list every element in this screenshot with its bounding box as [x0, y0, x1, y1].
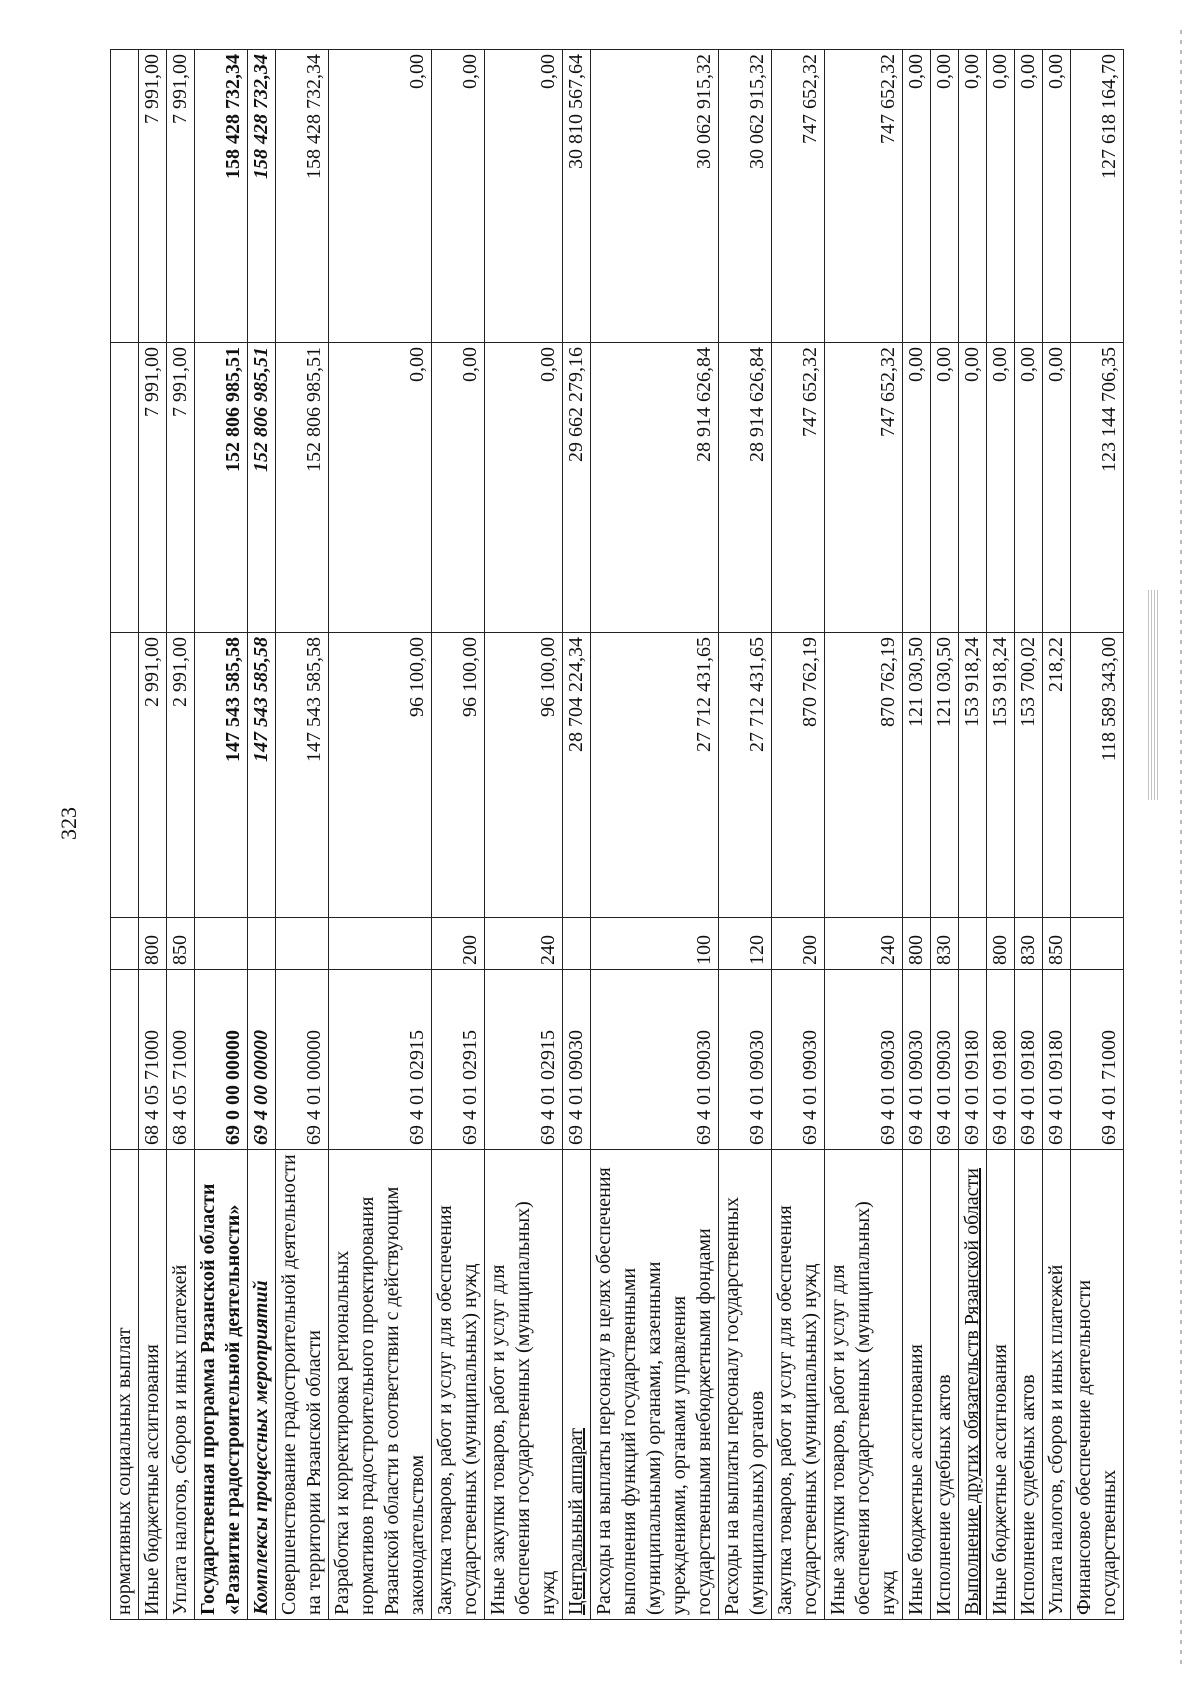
- row-amount-year2-text: 7 991,00: [141, 347, 163, 417]
- row-code-text: 69 4 01 09180: [961, 1030, 983, 1145]
- row-amount-year3-cell: [1071, 50, 1124, 343]
- row-name-cell: [772, 1150, 825, 1620]
- row-name-text: Иные бюджетные ассигнования: [905, 1344, 927, 1615]
- row-expense-type-text: 850: [169, 935, 191, 965]
- row-amount-year3-cell: [591, 50, 719, 343]
- row-name-cell: [248, 1150, 276, 1620]
- row-code-text: 69 4 01 09030: [905, 1030, 927, 1145]
- row-name-cell: [111, 1150, 139, 1620]
- table-row: [772, 50, 825, 1620]
- row-code-text: 69 4 01 09180: [1045, 1030, 1067, 1145]
- row-name-cell: [276, 1150, 329, 1620]
- budget-table-body: [111, 50, 1124, 1620]
- row-amount-year1-text: 121 030,50: [905, 637, 927, 727]
- row-amount-year2-text: 0,00: [905, 347, 927, 382]
- row-name-text: Иные бюджетные ассигнования: [141, 1344, 163, 1615]
- row-amount-year2-text: 0,00: [459, 347, 481, 382]
- row-amount-year3-text: 0,00: [1017, 54, 1039, 89]
- row-code-cell: [591, 970, 719, 1150]
- rotated-page-content: [110, 50, 1120, 1620]
- row-expense-type-cell: [987, 918, 1015, 970]
- row-expense-type-cell: [959, 918, 987, 970]
- row-amount-year2-cell: [903, 343, 931, 633]
- row-expense-type-text: 800: [141, 935, 163, 965]
- row-amount-year3-text: 0,00: [1045, 54, 1067, 89]
- row-name-text: Совершенствование градостроительной деятельности на территории Рязанской области: [278, 1154, 325, 1615]
- row-expense-type-cell: [772, 918, 825, 970]
- row-expense-type-cell: [1043, 918, 1071, 970]
- row-amount-year1-cell: [248, 633, 276, 918]
- row-code-text: 69 4 01 00000: [303, 1030, 325, 1145]
- row-name-text: Расходы на выплаты персоналу государственных (муниципальных) органов: [721, 1196, 768, 1615]
- table-row: [111, 50, 139, 1620]
- row-expense-type-cell: [139, 918, 167, 970]
- row-expense-type-cell: [1071, 918, 1124, 970]
- row-amount-year3-text: 7 991,00: [141, 54, 163, 124]
- row-code-text: 69 4 01 02915: [537, 1030, 559, 1145]
- row-name-cell: [563, 1150, 591, 1620]
- row-amount-year3-text: 0,00: [961, 54, 983, 89]
- row-expense-type-cell: [111, 918, 139, 970]
- row-code-text: 69 4 01 09030: [933, 1030, 955, 1145]
- row-amount-year3-cell: [195, 50, 248, 343]
- row-expense-type-cell: [591, 918, 719, 970]
- row-amount-year3-cell: [1043, 50, 1071, 343]
- row-amount-year2-cell: [987, 343, 1015, 633]
- row-amount-year1-cell: [111, 633, 139, 918]
- row-amount-year1-cell: [931, 633, 959, 918]
- row-name-cell: [1043, 1150, 1071, 1620]
- row-expense-type-text: 100: [693, 935, 715, 965]
- row-amount-year2-text: 123 144 706,35: [1098, 347, 1120, 472]
- row-amount-year3-text: 158 428 732,34: [250, 54, 272, 179]
- row-amount-year3-text: 0,00: [459, 54, 481, 89]
- row-amount-year3-cell: [903, 50, 931, 343]
- row-name-text: Государственная программа Рязанской области «Развитие градостроительной деятельности»: [197, 1183, 244, 1615]
- row-amount-year1-text: 870 762,19: [877, 637, 899, 727]
- row-amount-year1-cell: [195, 633, 248, 918]
- row-name-cell: [1071, 1150, 1124, 1620]
- row-code-cell: [825, 970, 903, 1150]
- table-row: [903, 50, 931, 1620]
- row-amount-year1-text: 218,22: [1045, 637, 1067, 692]
- row-amount-year1-text: 870 762,19: [799, 637, 821, 727]
- row-amount-year3-cell: [432, 50, 485, 343]
- table-row: [248, 50, 276, 1620]
- row-name-text: Уплата налогов, сборов и иных платежей: [169, 1264, 191, 1615]
- row-code-text: 68 4 05 71000: [169, 1030, 191, 1145]
- row-name-text: нормативных социальных выплат: [113, 1327, 135, 1615]
- row-amount-year3-text: 30 062 915,32: [693, 54, 715, 169]
- row-code-text: 69 4 01 02915: [459, 1030, 481, 1145]
- row-expense-type-cell: [903, 918, 931, 970]
- budget-table: [110, 49, 1124, 1620]
- row-expense-type-text: 240: [877, 935, 899, 965]
- row-amount-year1-text: 96 100,00: [537, 637, 559, 717]
- row-code-cell: [432, 970, 485, 1150]
- row-amount-year2-cell: [139, 343, 167, 633]
- row-amount-year3-cell: [825, 50, 903, 343]
- row-amount-year3-cell: [485, 50, 563, 343]
- row-name-text: Исполнение судебных актов: [933, 1374, 955, 1615]
- row-expense-type-cell: [329, 918, 432, 970]
- row-amount-year2-cell: [485, 343, 563, 633]
- row-code-text: 69 4 01 09030: [799, 1030, 821, 1145]
- table-row: [987, 50, 1015, 1620]
- row-amount-year2-text: 0,00: [406, 347, 428, 382]
- row-amount-year2-text: 28 914 626,84: [693, 347, 715, 462]
- row-amount-year1-cell: [1071, 633, 1124, 918]
- row-amount-year1-cell: [1015, 633, 1043, 918]
- row-expense-type-cell: [931, 918, 959, 970]
- row-name-cell: [959, 1150, 987, 1620]
- row-amount-year2-cell: [276, 343, 329, 633]
- row-expense-type-cell: [825, 918, 903, 970]
- row-amount-year1-text: 147 543 585,58: [222, 637, 244, 762]
- row-name-text: Комплексы процессных мероприятий: [250, 1280, 272, 1615]
- row-amount-year2-text: 152 806 985,51: [222, 347, 244, 472]
- row-amount-year1-text: 27 712 431,65: [693, 637, 715, 752]
- row-code-cell: [1015, 970, 1043, 1150]
- row-name-cell: [485, 1150, 563, 1620]
- row-code-cell: [195, 970, 248, 1150]
- row-expense-type-cell: [167, 918, 195, 970]
- row-code-text: 69 4 01 09030: [877, 1030, 899, 1145]
- row-amount-year2-cell: [167, 343, 195, 633]
- table-row: [195, 50, 248, 1620]
- row-code-text: 69 4 01 71000: [1098, 1030, 1120, 1145]
- row-amount-year1-text: 153 700,02: [1017, 637, 1039, 727]
- row-expense-type-cell: [1015, 918, 1043, 970]
- row-code-text: 69 4 00 00000: [250, 1030, 272, 1145]
- row-amount-year1-text: 2 991,00: [169, 637, 191, 707]
- row-amount-year3-text: 0,00: [933, 54, 955, 89]
- row-amount-year2-text: 0,00: [1045, 347, 1067, 382]
- row-amount-year1-cell: [959, 633, 987, 918]
- row-amount-year2-text: 152 806 985,51: [303, 347, 325, 472]
- row-expense-type-text: 800: [989, 935, 1011, 965]
- table-row: [485, 50, 563, 1620]
- table-row: [825, 50, 903, 1620]
- row-amount-year1-text: 2 991,00: [141, 637, 163, 707]
- row-expense-type-cell: [485, 918, 563, 970]
- row-amount-year1-cell: [591, 633, 719, 918]
- row-expense-type-cell: [563, 918, 591, 970]
- row-amount-year3-text: 158 428 732,34: [303, 54, 325, 179]
- row-name-text: Уплата налогов, сборов и иных платежей: [1045, 1264, 1067, 1615]
- row-amount-year3-cell: [959, 50, 987, 343]
- row-code-cell: [111, 970, 139, 1150]
- table-row: [276, 50, 329, 1620]
- row-name-cell: [987, 1150, 1015, 1620]
- row-amount-year2-text: 0,00: [1017, 347, 1039, 382]
- row-name-cell: [931, 1150, 959, 1620]
- row-amount-year2-text: 747 652,32: [799, 347, 821, 437]
- row-name-cell: [903, 1150, 931, 1620]
- row-amount-year3-cell: [111, 50, 139, 343]
- row-amount-year2-cell: [772, 343, 825, 633]
- row-amount-year2-cell: [329, 343, 432, 633]
- row-expense-type-text: 830: [1017, 935, 1039, 965]
- row-amount-year3-text: 747 652,32: [877, 54, 899, 144]
- row-amount-year2-cell: [931, 343, 959, 633]
- row-amount-year1-cell: [139, 633, 167, 918]
- row-amount-year3-cell: [329, 50, 432, 343]
- row-amount-year1-text: 96 100,00: [459, 637, 481, 717]
- row-amount-year2-text: 7 991,00: [169, 347, 191, 417]
- row-name-cell: [195, 1150, 248, 1620]
- row-amount-year3-cell: [563, 50, 591, 343]
- row-code-cell: [329, 970, 432, 1150]
- row-name-cell: [825, 1150, 903, 1620]
- row-amount-year3-cell: [167, 50, 195, 343]
- row-amount-year2-cell: [432, 343, 485, 633]
- row-amount-year3-cell: [1015, 50, 1043, 343]
- row-expense-type-text: 240: [537, 935, 559, 965]
- row-amount-year2-text: 747 652,32: [877, 347, 899, 437]
- row-amount-year3-cell: [772, 50, 825, 343]
- row-name-cell: [1015, 1150, 1043, 1620]
- table-row: [719, 50, 772, 1620]
- row-name-text: Финансовое обеспечение деятельности государственных: [1073, 1279, 1120, 1615]
- table-row: [432, 50, 485, 1620]
- row-code-text: 69 4 01 09180: [989, 1030, 1011, 1145]
- row-amount-year2-text: 0,00: [933, 347, 955, 382]
- table-row: [167, 50, 195, 1620]
- row-code-cell: [903, 970, 931, 1150]
- row-amount-year3-cell: [719, 50, 772, 343]
- row-expense-type-text: 120: [746, 935, 768, 965]
- row-amount-year3-text: 747 652,32: [799, 54, 821, 144]
- row-amount-year1-text: 28 704 224,34: [565, 637, 587, 752]
- row-amount-year3-text: 158 428 732,34: [222, 54, 244, 179]
- table-row: [591, 50, 719, 1620]
- row-code-cell: [1071, 970, 1124, 1150]
- row-code-cell: [485, 970, 563, 1150]
- row-amount-year2-cell: [563, 343, 591, 633]
- row-expense-type-text: 850: [1045, 935, 1067, 965]
- row-amount-year1-text: 147 543 585,58: [250, 637, 272, 762]
- row-amount-year3-text: 0,00: [537, 54, 559, 89]
- row-amount-year3-cell: [987, 50, 1015, 343]
- row-code-cell: [931, 970, 959, 1150]
- row-name-cell: [329, 1150, 432, 1620]
- row-amount-year2-cell: [591, 343, 719, 633]
- row-amount-year1-cell: [485, 633, 563, 918]
- row-amount-year3-text: 0,00: [989, 54, 1011, 89]
- row-amount-year1-cell: [825, 633, 903, 918]
- row-amount-year3-cell: [276, 50, 329, 343]
- row-code-cell: [276, 970, 329, 1150]
- row-code-text: 69 4 01 09030: [746, 1030, 768, 1145]
- row-expense-type-cell: [432, 918, 485, 970]
- row-amount-year3-cell: [248, 50, 276, 343]
- row-name-text: Иные бюджетные ассигнования: [989, 1344, 1011, 1615]
- row-amount-year1-text: 27 712 431,65: [746, 637, 768, 752]
- row-amount-year2-cell: [1043, 343, 1071, 633]
- row-name-text: Закупка товаров, работ и услуг для обеспечения государственных (муниципальных) нужд: [774, 1205, 821, 1615]
- row-amount-year2-cell: [1071, 343, 1124, 633]
- row-name-text: Исполнение судебных актов: [1017, 1374, 1039, 1615]
- row-code-text: 69 0 00 00000: [222, 1030, 244, 1145]
- row-name-text: Иные закупки товаров, работ и услуг для обеспечения государственных (муниципальных) нужд: [487, 1201, 559, 1615]
- row-amount-year1-cell: [329, 633, 432, 918]
- row-name-cell: [432, 1150, 485, 1620]
- row-code-cell: [959, 970, 987, 1150]
- row-expense-type-cell: [719, 918, 772, 970]
- row-amount-year1-cell: [563, 633, 591, 918]
- row-code-cell: [139, 970, 167, 1150]
- row-amount-year2-text: 29 662 279,16: [565, 347, 587, 462]
- row-amount-year2-text: 152 806 985,51: [250, 347, 272, 472]
- row-amount-year3-cell: [139, 50, 167, 343]
- row-amount-year1-text: 147 543 585,58: [303, 637, 325, 762]
- row-amount-year2-cell: [195, 343, 248, 633]
- row-amount-year2-text: 28 914 626,84: [746, 347, 768, 462]
- row-expense-type-cell: [248, 918, 276, 970]
- row-amount-year2-text: 0,00: [989, 347, 1011, 382]
- row-name-text: Центральный аппарат: [565, 1427, 587, 1615]
- row-amount-year2-text: 0,00: [961, 347, 983, 382]
- row-amount-year2-text: 0,00: [537, 347, 559, 382]
- row-code-text: 69 4 01 09180: [1017, 1030, 1039, 1145]
- row-code-text: 68 4 05 71000: [141, 1030, 163, 1145]
- row-name-text: Иные закупки товаров, работ и услуг для обеспечения государственных (муниципальных) нужд: [827, 1201, 899, 1615]
- row-code-text: 69 4 01 02915: [406, 1030, 428, 1145]
- row-name-cell: [139, 1150, 167, 1620]
- row-amount-year1-text: 118 589 343,00: [1098, 637, 1120, 762]
- row-code-cell: [563, 970, 591, 1150]
- row-amount-year2-cell: [248, 343, 276, 633]
- row-amount-year1-cell: [987, 633, 1015, 918]
- row-code-cell: [987, 970, 1015, 1150]
- row-amount-year2-cell: [719, 343, 772, 633]
- row-code-cell: [167, 970, 195, 1150]
- row-code-cell: [772, 970, 825, 1150]
- row-amount-year1-text: 121 030,50: [933, 637, 955, 727]
- row-name-text: Выполнение других обязательств Рязанской области: [961, 1168, 983, 1615]
- row-expense-type-cell: [276, 918, 329, 970]
- row-amount-year1-cell: [432, 633, 485, 918]
- row-expense-type-text: 200: [459, 935, 481, 965]
- scan-edge-mark: [1180, 30, 1182, 1670]
- row-amount-year1-text: 96 100,00: [406, 637, 428, 717]
- row-name-text: Расходы на выплаты персоналу в целях обеспечения выполнения функций государственными (муниципальными) органами, казенными учреждениями, органами управления государственными внебюджетными фондами: [593, 1167, 715, 1615]
- row-expense-type-text: 200: [799, 935, 821, 965]
- row-amount-year1-cell: [903, 633, 931, 918]
- row-amount-year1-text: 153 918,24: [989, 637, 1011, 727]
- page-number: 323: [56, 807, 81, 840]
- row-code-cell: [1043, 970, 1071, 1150]
- table-row: [1071, 50, 1124, 1620]
- row-amount-year3-text: 0,00: [406, 54, 428, 89]
- row-amount-year2-cell: [111, 343, 139, 633]
- row-name-text: Разработка и корректировка региональных нормативов градостроительного проектирования Рязанской области в соответствии с действующим законодательством: [331, 1186, 428, 1615]
- row-amount-year3-text: 127 618 164,70: [1098, 54, 1120, 179]
- row-amount-year2-cell: [959, 343, 987, 633]
- scan-artifact: [1148, 590, 1158, 800]
- row-amount-year1-cell: [167, 633, 195, 918]
- row-amount-year3-text: 30 810 567,64: [565, 54, 587, 169]
- row-name-text: Закупка товаров, работ и услуг для обеспечения государственных (муниципальных) нужд: [434, 1205, 481, 1615]
- row-expense-type-cell: [195, 918, 248, 970]
- row-code-cell: [719, 970, 772, 1150]
- row-amount-year2-cell: [1015, 343, 1043, 633]
- row-code-text: 69 4 01 09030: [693, 1030, 715, 1145]
- row-amount-year1-cell: [276, 633, 329, 918]
- table-row: [1043, 50, 1071, 1620]
- row-amount-year3-cell: [931, 50, 959, 343]
- table-row: [563, 50, 591, 1620]
- row-expense-type-text: 830: [933, 935, 955, 965]
- row-expense-type-text: 800: [905, 935, 927, 965]
- row-name-cell: [591, 1150, 719, 1620]
- row-amount-year1-cell: [719, 633, 772, 918]
- table-row: [329, 50, 432, 1620]
- row-amount-year1-text: 153 918,24: [961, 637, 983, 727]
- table-row: [959, 50, 987, 1620]
- row-amount-year2-cell: [825, 343, 903, 633]
- table-row: [1015, 50, 1043, 1620]
- row-code-text: 69 4 01 09030: [565, 1030, 587, 1145]
- row-name-cell: [719, 1150, 772, 1620]
- row-amount-year3-text: 30 062 915,32: [746, 54, 768, 169]
- row-code-cell: [248, 970, 276, 1150]
- table-row: [931, 50, 959, 1620]
- table-row: [139, 50, 167, 1620]
- row-amount-year1-cell: [772, 633, 825, 918]
- row-name-cell: [167, 1150, 195, 1620]
- row-amount-year1-cell: [1043, 633, 1071, 918]
- row-amount-year3-text: 7 991,00: [169, 54, 191, 124]
- row-amount-year3-text: 0,00: [905, 54, 927, 89]
